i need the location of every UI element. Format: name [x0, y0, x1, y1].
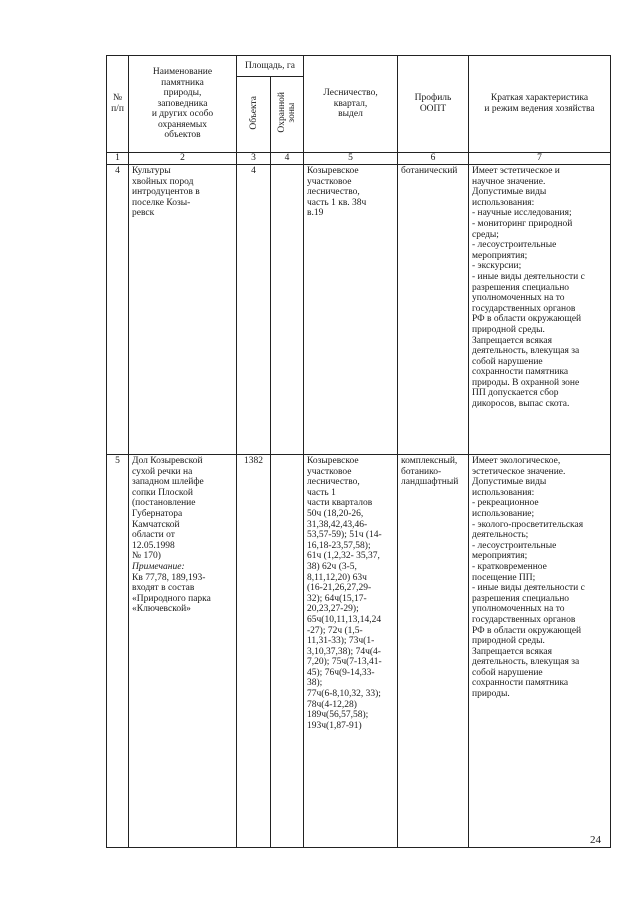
col-number: 6 [398, 153, 469, 165]
column-numbers-row [107, 153, 611, 165]
row-name [129, 165, 237, 455]
header-area-object [237, 77, 271, 153]
row-profile: ботанический [398, 165, 469, 455]
row-name [129, 455, 237, 848]
header-area: Площадь, га [237, 56, 304, 77]
header-forestry: Лесничество, квартал, выдел [304, 56, 398, 153]
row-forestry: Козыревское участковое лесничество, часть 1 кв. 38ч в.19 [304, 165, 398, 455]
row-note-label: Примечание: [132, 561, 185, 572]
col-number: 5 [304, 153, 398, 165]
row-num: 4 [107, 165, 129, 455]
row-profile: комплексный, ботанико- ландшафтный [398, 455, 469, 848]
row-name-text: Дол Козыревской сухой речки на западном шлейфе сопки Плоской (постановление Губернатора Камчатской области от 12.05.1998 № 170) [132, 456, 204, 562]
row-area-object: 4 [237, 165, 271, 455]
header-profile: Профиль ООПТ [398, 56, 469, 153]
header-num: № п/п [107, 56, 129, 153]
table-row [107, 165, 611, 455]
row-area-zone [271, 165, 304, 455]
header-description: Краткая характеристика и режим ведения хозяйства [469, 56, 611, 153]
col-number: 7 [469, 153, 611, 165]
header-area-zone [271, 77, 304, 153]
header-name: Наименование памятника природы, заповедника и других особо охраняемых объектов [129, 56, 237, 153]
col-number: 4 [271, 153, 304, 165]
col-number: 1 [107, 153, 129, 165]
row-description: Имеет эстетическое и научное значение. Допустимые виды использования: - научные исследования; - мониторинг природной среды; - лесоустроительные мероприятия; - экскурсии; - иные виды деятельности с разрешения специально уполномоченных на то государственных органов РФ в области окружающей природной среды. Запрещается всякая деятельность, влекущая за собой нарушение сохранности памятника природы. В охранной зоне ПП допускается сбор дикоросов, выпас скота. [469, 165, 611, 455]
row-area-object: 1382 [237, 455, 271, 848]
protected-areas-table [106, 55, 611, 848]
table-row [107, 455, 611, 848]
col-number: 3 [237, 153, 271, 165]
row-note-text: Кв 77,78, 189,193- входят в состав «Природного парка «Ключевской» [132, 572, 211, 615]
row-area-zone [271, 455, 304, 848]
page-number: 24 [590, 834, 601, 846]
col-number: 2 [129, 153, 237, 165]
row-name-text: Культуры хвойных пород интродуцентов в поселке Козы- ревск [132, 166, 200, 219]
header-row [107, 56, 611, 77]
row-forestry: Козыревское участковое лесничество, часть 1 части кварталов 50ч (18,20-26, 31,38,42,43,46- 53,57-59); 51ч (14- 16,18-23,57,58); 61ч (1,2,32- 35,37, 38) 62ч (3-5, 8,11,12,20) 63ч (16-21,26,27,29- 32); 64ч(15,17- 20,23,27-29); 65ч(10,11,13,14,24 -27); 72ч (1,5- 11,31-33); 73ч(1- 3,10,37,38); 74ч(4- 7,20); 75ч(7-13,41- 45); 76ч(9-14,33- 38); 77ч(6-8,10,32, 33); 78ч(4-12,28) 189ч(56,57,58); 193ч(1,87-91) [304, 455, 398, 848]
header-area-zone-label: Охранной зоны [277, 92, 297, 133]
header-area-object-label: Объекта [248, 95, 259, 130]
row-description: Имеет экологическое, эстетическое значение. Допустимые виды использования: - рекреационное использование; - эколого-просветительская деятельность; - лесоустроительные мероприятия; - кратковременное посещение ПП; - иные виды деятельности с разрешения специально уполномоченных на то государственных органов РФ в области окружающей природной среды. Запрещается всякая деятельность, влекущая за собой нарушение сохранности памятника природы. [469, 455, 611, 848]
row-num: 5 [107, 455, 129, 848]
